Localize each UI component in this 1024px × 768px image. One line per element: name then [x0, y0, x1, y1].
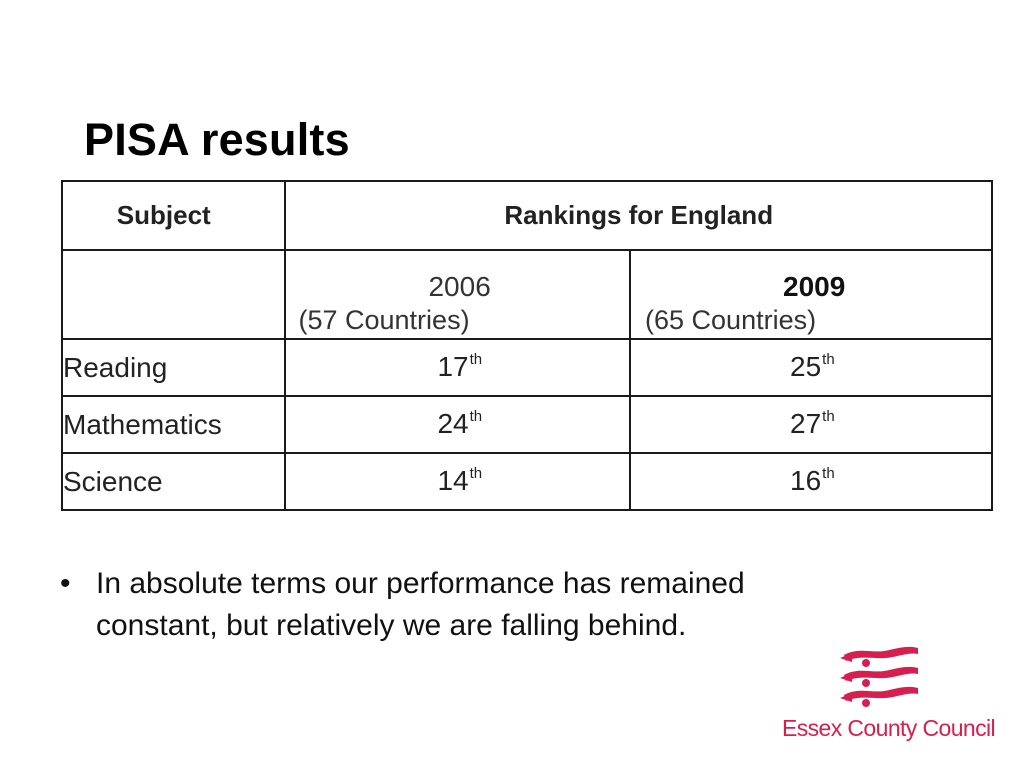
table-row: [62, 396, 992, 453]
subject-science: Science: [62, 453, 285, 510]
countries-2009-label: (65 Countries): [645, 305, 817, 335]
year-2009-cell: [630, 250, 992, 339]
logo-text: Essex County Council: [782, 715, 995, 741]
pisa-results-table: [61, 180, 993, 511]
seaxes-emblem-icon: [838, 645, 922, 711]
empty-cell: [62, 250, 285, 339]
table-row: [62, 339, 992, 396]
subject-reading: Reading: [62, 339, 285, 396]
year-2009-label: 2009: [783, 271, 846, 302]
ordinal-suffix: th: [822, 351, 835, 368]
rank-2009-cell: [630, 339, 992, 396]
header-subject: Subject: [62, 181, 285, 250]
bullet-point: [60, 563, 860, 647]
ordinal-suffix: th: [469, 465, 483, 482]
essex-county-council-logo: [780, 645, 995, 745]
subject-mathematics: Mathematics: [62, 396, 285, 453]
rank-2006-cell: [285, 453, 630, 510]
ordinal-suffix: th: [469, 408, 483, 425]
rank-2009-cell: [630, 396, 992, 453]
year-2006-label: 2006: [428, 271, 491, 302]
rank-2006-value: 17: [437, 351, 469, 382]
rank-2009-value: 27: [790, 408, 822, 439]
bullet-text: In absolute terms our performance has remained constant, but relatively we are falling behind.: [96, 567, 745, 642]
rank-2009-value: 25: [790, 351, 822, 382]
rank-2006-value: 14: [437, 465, 469, 496]
table-header-row: [62, 181, 992, 250]
bullet-dot-icon: •: [60, 567, 71, 600]
table-row: [62, 453, 992, 510]
slide-title: PISA results: [84, 114, 350, 165]
header-rankings: Rankings for England: [285, 181, 992, 250]
ordinal-suffix: th: [469, 351, 483, 368]
rank-2006-value: 24: [437, 408, 469, 439]
rank-2006-cell: [285, 396, 630, 453]
ordinal-suffix: th: [822, 465, 835, 482]
countries-2006-label: (57 Countries): [298, 305, 470, 335]
ordinal-suffix: th: [822, 408, 835, 425]
table-year-row: [62, 250, 992, 339]
rank-2006-cell: [285, 339, 630, 396]
year-2006-cell: [285, 250, 630, 339]
rank-2009-cell: [630, 453, 992, 510]
rank-2009-value: 16: [790, 465, 822, 496]
